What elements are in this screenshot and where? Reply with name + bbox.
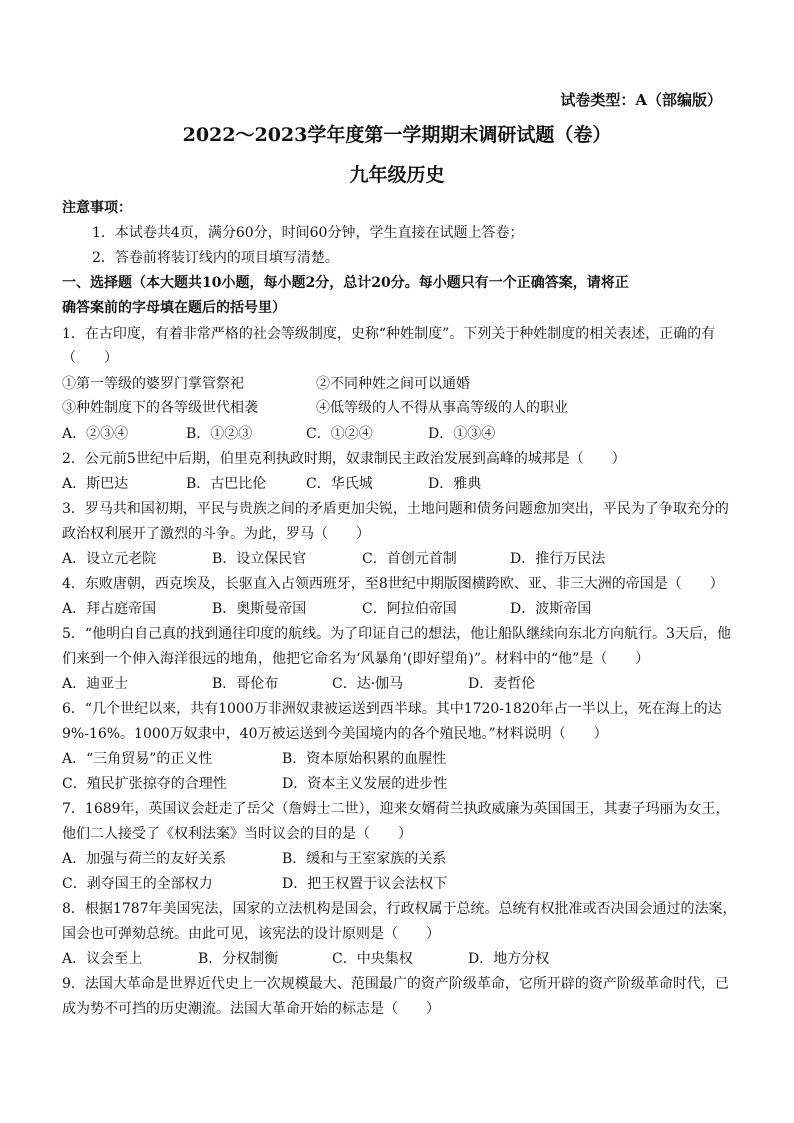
option-b: B．哥伦布: [212, 676, 279, 692]
exam-title: 2022～2023学年度第一学期期末调研试题（卷）: [182, 124, 612, 146]
paper-type-label: 试卷类型：A（部编版）: [560, 91, 722, 109]
option-c: C．中央集权: [332, 951, 413, 967]
option-a: A．迪亚士: [62, 676, 129, 692]
option-d: D．推行万民法: [510, 551, 606, 567]
option-d: D．地方分权: [468, 951, 550, 967]
question-1-stem-line2: （ ）: [62, 350, 118, 366]
option-b: B．资本原始积累的血腥性: [282, 751, 447, 767]
option-b: B．缓和与王室家族的关系: [282, 851, 447, 867]
question-5-stem-line1: 5．“他明白自己真的找到通往印度的航线。为了印证自己的想法，他让船队继续向东北方向航行。3天后，他: [62, 626, 731, 642]
option-c: C．首创元首制: [362, 551, 457, 567]
question-9-stem-line2: 成为势不可挡的历史潮流。法国大革命开始的标志是（ ）: [62, 1001, 440, 1017]
question-2-stem: 2．公元前5世纪中后期，伯里克利执政时期，奴隶制民主政治发展到高峰的城邦是（ ）: [62, 451, 626, 467]
statement-3: ③种姓制度下的各等级世代相袭: [62, 400, 258, 416]
notice-item-1: 1．本试卷共4页，满分60分，时间60分钟，学生直接在试题上答卷；: [92, 225, 524, 241]
exam-subject: 九年级历史: [349, 164, 445, 186]
question-7-stem-line2: 他们二人接受了《权利法案》当时议会的目的是（ ）: [62, 826, 412, 842]
option-b: B．古巴比伦: [186, 476, 267, 492]
question-3-stem-line1: 3．罗马共和国初期，平民与贵族之间的矛盾更加尖锐，土地问题和债务问题愈加突出，平民为了争取充分的: [62, 501, 729, 517]
option-d: D．把王权置于议会法权下: [282, 876, 448, 892]
question-1-statements-row1: [62, 374, 742, 394]
question-7-stem-line1: 7．1689年，英国议会赶走了岳父（詹姆士二世），迎来女婿荷兰执政威廉为英国国王，其妻子玛丽为女王，: [62, 801, 730, 817]
option-d: D．波斯帝国: [510, 601, 592, 617]
option-c: C．达·伽马: [332, 676, 404, 692]
question-6-options-row2: [62, 774, 742, 794]
option-d: D．麦哲伦: [468, 676, 536, 692]
question-3-stem-line2: 政治权利展开了激烈的斗争。为此，罗马（ ）: [62, 526, 370, 542]
statement-1: ①第一等级的婆罗门掌管祭祀: [62, 376, 244, 392]
option-b: B．设立保民官: [212, 551, 307, 567]
question-8-stem-line2: 国会也可弹劾总统。由此可见，该宪法的设计原则是（ ）: [62, 926, 440, 942]
question-4-stem: 4．东败唐朝，西克埃及，长驱直入占领西班牙，至8世纪中期版图横跨欧、亚、非三大洲的帝国是（ ）: [62, 576, 724, 592]
question-1-stem-line1: 1．在古印度，有着非常严格的社会等级制度，史称“种姓制度”。下列关于种姓制度的相关表述，正确的有: [62, 326, 716, 342]
option-a: A．“三角贸易”的正义性: [62, 751, 213, 767]
option-c: C．剥夺国王的全部权力: [62, 876, 213, 892]
section-heading-line1: 一、选择题（本大题共10小题，每小题2分，总计20分。每小题只有一个正确答案，请将正: [62, 275, 629, 291]
notice-heading: 注意事项：: [62, 200, 132, 216]
question-4-options: [62, 599, 742, 619]
question-1-options: [62, 424, 742, 444]
question-8-options: [62, 949, 742, 969]
option-b: B．分权制衡: [198, 951, 279, 967]
option-c: C．殖民扩张掠夺的合理性: [62, 776, 227, 792]
question-7-options-row2: [62, 874, 742, 894]
option-d: D．资本主义发展的进步性: [282, 776, 448, 792]
option-a: A．斯巴达: [62, 476, 129, 492]
section-heading-line2: 确答案前的字母填在题后的括号里）: [62, 300, 286, 316]
option-a: A．拜占庭帝国: [62, 601, 157, 617]
option-d: D．①③④: [428, 426, 496, 442]
statement-2: ②不同种姓之间可以通婚: [316, 376, 470, 392]
question-2-options: [62, 474, 742, 494]
option-b: B．①②③: [186, 426, 253, 442]
question-9-stem-line1: 9．法国大革命是世界近代史上一次规模最大、范围最广的资产阶级革命，它所开辟的资产阶级革命时代，已: [62, 976, 729, 992]
question-5-options: [62, 674, 742, 694]
option-d: D．雅典: [428, 476, 482, 492]
question-7-options-row1: [62, 849, 742, 869]
notice-item-2: 2．答卷前将装订线内的项目填写清楚。: [92, 250, 339, 266]
option-a: A．设立元老院: [62, 551, 157, 567]
option-a: A．议会至上: [62, 951, 143, 967]
question-5-stem-line2: 们来到一个伸入海洋很远的地角，他把它命名为‘风暴角’(即好望角)”。材料中的“他”是（ ）: [62, 651, 650, 667]
statement-4: ④低等级的人不得从事高等级的人的职业: [316, 400, 568, 416]
question-6-options-row1: [62, 749, 742, 769]
option-c: C．华氏城: [306, 476, 373, 492]
option-c: C．①②④: [306, 426, 373, 442]
question-8-stem-line1: 8．根据1787年美国宪法，国家的立法机构是国会，行政权属于总统。总统有权批准或否决国会通过的法案，: [62, 901, 737, 917]
option-c: C．阿拉伯帝国: [362, 601, 457, 617]
option-a: A．加强与荷兰的友好关系: [62, 851, 227, 867]
question-1-statements-row2: [62, 398, 742, 418]
question-3-options: [62, 549, 742, 569]
option-a: A．②③④: [62, 426, 129, 442]
question-6-stem-line1: 6．“几个世纪以来，共有1000万非洲奴隶被运送到西半球。其中1720-1820年占一半以上，死在海上的达: [62, 701, 722, 717]
option-b: B．奥斯曼帝国: [212, 601, 307, 617]
question-6-stem-line2: 9%-16%。1000万奴隶中，40万被运送到今美国境内的各个殖民地。”材料说明（ ）: [62, 726, 608, 742]
